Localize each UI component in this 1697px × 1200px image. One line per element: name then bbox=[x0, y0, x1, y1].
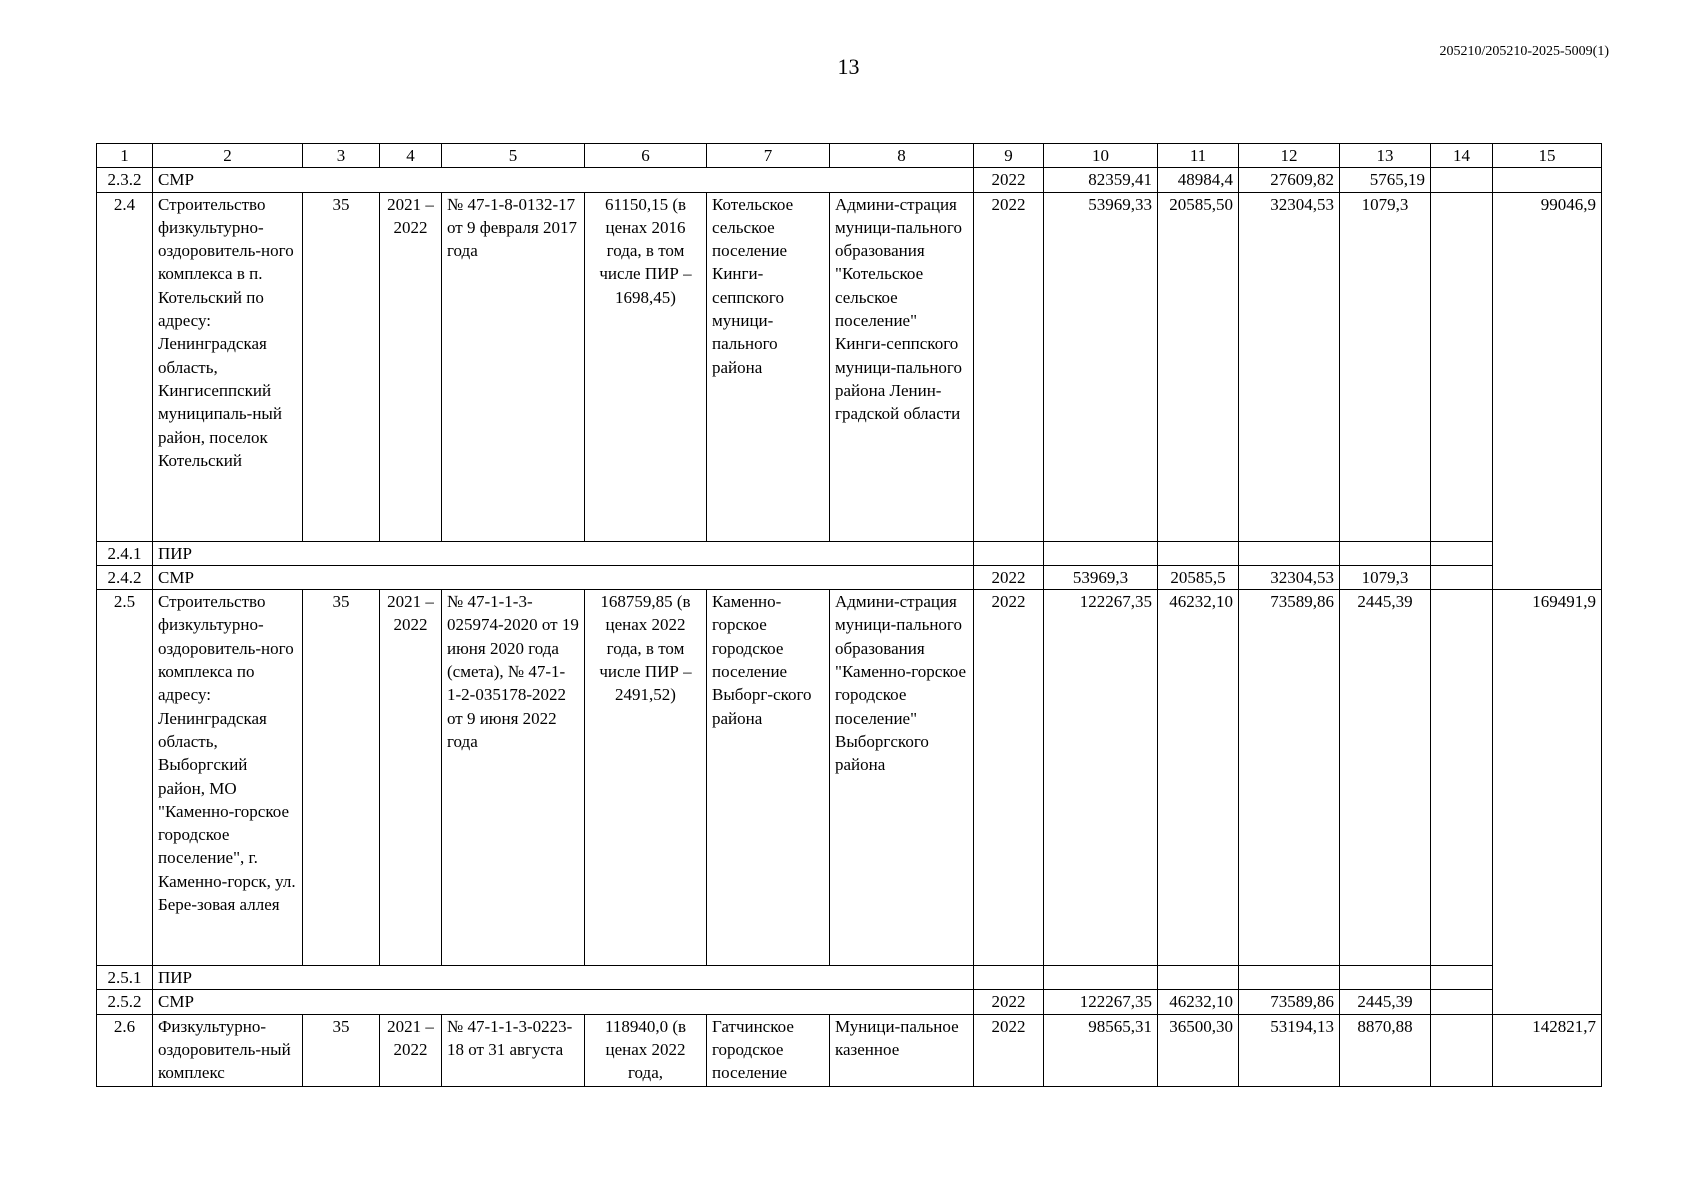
capacity-cell: 35 bbox=[303, 590, 380, 966]
period-cell: 2021 – 2022 bbox=[380, 1014, 442, 1086]
amount-cell: 98565,31 bbox=[1044, 1014, 1158, 1086]
period-cell: 2021 – 2022 bbox=[380, 192, 442, 541]
municipality-cell: Гатчинское городское поселение bbox=[707, 1014, 830, 1086]
empty-cell bbox=[1158, 966, 1239, 990]
row-number: 2.4 bbox=[97, 192, 153, 541]
empty-cell bbox=[1431, 168, 1493, 192]
amount-cell: 27609,82 bbox=[1239, 168, 1340, 192]
table-row bbox=[97, 541, 1602, 565]
amount-cell: 46232,10 bbox=[1158, 990, 1239, 1014]
estimate-cell: 118940,0 (в ценах 2022 года, bbox=[585, 1014, 707, 1086]
header-cell: 11 bbox=[1158, 144, 1239, 168]
period-cell: 2021 – 2022 bbox=[380, 590, 442, 966]
table-row bbox=[97, 590, 1602, 966]
row-number: 2.4.1 bbox=[97, 541, 153, 565]
row-number: 2.5.2 bbox=[97, 990, 153, 1014]
header-cell: 8 bbox=[830, 144, 974, 168]
municipality-cell: Каменно-горское городское поселение Выборг-ского района bbox=[707, 590, 830, 966]
municipality-cell: Котельское сельское поселение Кинги-сеппского муници-пального района bbox=[707, 192, 830, 541]
table-row bbox=[97, 192, 1602, 541]
row-number: 2.5.1 bbox=[97, 966, 153, 990]
amount-cell: 73589,86 bbox=[1239, 590, 1340, 966]
object-name-cell: Строительство физкультурно-оздоровитель-ного комплекса по адресу: Ленинградская область, Выборгский район, МО "Каменно-горское городское поселение", г. Каменно-горск, ул. Бере-зовая аллея bbox=[153, 590, 303, 966]
amount-cell: 53194,13 bbox=[1239, 1014, 1340, 1086]
total-cost-cell: 169491,9 bbox=[1493, 590, 1602, 1015]
object-name-cell: Физкультурно-оздоровитель-ный комплекс bbox=[153, 1014, 303, 1086]
stage-label: СМР bbox=[153, 990, 974, 1014]
amount-cell: 20585,50 bbox=[1158, 192, 1239, 541]
header-cell: 7 bbox=[707, 144, 830, 168]
header-cell: 14 bbox=[1431, 144, 1493, 168]
document-id: 205210/205210-2025-5009(1) bbox=[1439, 44, 1609, 59]
header-cell: 4 bbox=[380, 144, 442, 168]
stage-label: ПИР bbox=[153, 541, 974, 565]
table-row bbox=[97, 990, 1602, 1014]
header-cell: 13 bbox=[1340, 144, 1431, 168]
amount-cell: 73589,86 bbox=[1239, 990, 1340, 1014]
amount-cell: 1079,3 bbox=[1340, 565, 1431, 589]
amount-cell: 122267,35 bbox=[1044, 590, 1158, 966]
amount-cell: 2445,39 bbox=[1340, 990, 1431, 1014]
amount-cell: 46232,10 bbox=[1158, 590, 1239, 966]
amount-cell: 1079,3 bbox=[1340, 192, 1431, 541]
amount-cell: 8870,88 bbox=[1340, 1014, 1431, 1086]
empty-cell bbox=[1431, 565, 1493, 589]
object-name-cell: Строительство физкультурно-оздоровитель-ного комплекса в п. Котельский по адресу: Ленинградская область, Кингисеппский муниципаль-ный район, поселок Котельский bbox=[153, 192, 303, 541]
customer-cell: Админи-страция муници-пального образования "Котельское сельское поселение" Кинги-сеппского муници-пального района Ленин-градской области bbox=[830, 192, 974, 541]
amount-cell: 82359,41 bbox=[1044, 168, 1158, 192]
empty-cell bbox=[1340, 541, 1431, 565]
header-cell: 9 bbox=[974, 144, 1044, 168]
total-cost-cell: 99046,9 bbox=[1493, 192, 1602, 590]
customer-cell: Муници-пальное казенное bbox=[830, 1014, 974, 1086]
table-row bbox=[97, 966, 1602, 990]
table-row bbox=[97, 168, 1602, 192]
empty-cell bbox=[1044, 541, 1158, 565]
row-number: 2.5 bbox=[97, 590, 153, 966]
estimate-cell: 61150,15 (в ценах 2016 года, в том числе ПИР – 1698,45) bbox=[585, 192, 707, 541]
header-cell: 12 bbox=[1239, 144, 1340, 168]
total-cost-cell: 142821,7 bbox=[1493, 1014, 1602, 1086]
empty-cell bbox=[1431, 1014, 1493, 1086]
empty-cell bbox=[974, 966, 1044, 990]
header-cell: 1 bbox=[97, 144, 153, 168]
empty-cell bbox=[1431, 192, 1493, 541]
amount-cell: 48984,4 bbox=[1158, 168, 1239, 192]
expertise-cell: № 47-1-1-3-0223-18 от 31 августа bbox=[442, 1014, 585, 1086]
amount-cell: 2445,39 bbox=[1340, 590, 1431, 966]
table-row bbox=[97, 1014, 1602, 1086]
empty-cell bbox=[1493, 168, 1602, 192]
empty-cell bbox=[1239, 541, 1340, 565]
customer-cell: Админи-страция муници-пального образования "Каменно-горское городское поселение" Выборгского района bbox=[830, 590, 974, 966]
capacity-cell: 35 bbox=[303, 1014, 380, 1086]
amount-cell: 5765,19 bbox=[1340, 168, 1431, 192]
header-cell: 5 bbox=[442, 144, 585, 168]
year-cell: 2022 bbox=[974, 1014, 1044, 1086]
column-number-row bbox=[97, 144, 1602, 168]
expertise-cell: № 47-1-1-3-025974-2020 от 19 июня 2020 года (смета), № 47-1-1-2-035178-2022 от 9 июня 2022 года bbox=[442, 590, 585, 966]
empty-cell bbox=[974, 541, 1044, 565]
capacity-cell: 35 bbox=[303, 192, 380, 541]
year-cell: 2022 bbox=[974, 590, 1044, 966]
header-cell: 10 bbox=[1044, 144, 1158, 168]
header-cell: 15 bbox=[1493, 144, 1602, 168]
empty-cell bbox=[1044, 966, 1158, 990]
amount-cell: 32304,53 bbox=[1239, 192, 1340, 541]
empty-cell bbox=[1239, 966, 1340, 990]
stage-label: СМР bbox=[153, 565, 974, 589]
empty-cell bbox=[1431, 966, 1493, 990]
stage-label: СМР bbox=[153, 168, 974, 192]
amount-cell: 53969,3 bbox=[1044, 565, 1158, 589]
stage-label: ПИР bbox=[153, 966, 974, 990]
program-table bbox=[96, 143, 1602, 1087]
row-number: 2.4.2 bbox=[97, 565, 153, 589]
empty-cell bbox=[1431, 541, 1493, 565]
row-number: 2.6 bbox=[97, 1014, 153, 1086]
header-cell: 3 bbox=[303, 144, 380, 168]
year-cell: 2022 bbox=[974, 192, 1044, 541]
amount-cell: 122267,35 bbox=[1044, 990, 1158, 1014]
empty-cell bbox=[1431, 590, 1493, 966]
estimate-cell: 168759,85 (в ценах 2022 года, в том числе ПИР – 2491,52) bbox=[585, 590, 707, 966]
year-cell: 2022 bbox=[974, 565, 1044, 589]
year-cell: 2022 bbox=[974, 990, 1044, 1014]
row-number: 2.3.2 bbox=[97, 168, 153, 192]
header-cell: 6 bbox=[585, 144, 707, 168]
year-cell: 2022 bbox=[974, 168, 1044, 192]
page-number: 13 bbox=[837, 54, 860, 79]
expertise-cell: № 47-1-8-0132-17 от 9 февраля 2017 года bbox=[442, 192, 585, 541]
amount-cell: 32304,53 bbox=[1239, 565, 1340, 589]
header-cell: 2 bbox=[153, 144, 303, 168]
amount-cell: 36500,30 bbox=[1158, 1014, 1239, 1086]
amount-cell: 20585,5 bbox=[1158, 565, 1239, 589]
amount-cell: 53969,33 bbox=[1044, 192, 1158, 541]
table-row bbox=[97, 565, 1602, 589]
empty-cell bbox=[1340, 966, 1431, 990]
empty-cell bbox=[1158, 541, 1239, 565]
empty-cell bbox=[1431, 990, 1493, 1014]
